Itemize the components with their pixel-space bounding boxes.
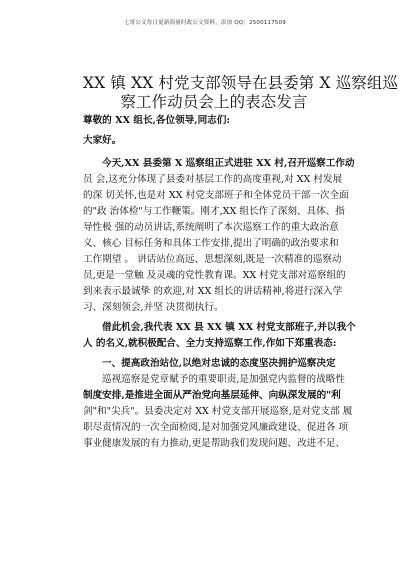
paragraph-statement [83,320,356,352]
paragraph-line: 义、核心 目标任务和具体工作安排,提出了明确的政治要求和 [83,238,339,249]
paragraph-line: 导性极 强的动员讲话,系统阐明了本次巡察工作的重大政治意 [83,222,339,233]
paragraph-line: 工作期望 。 讲话站位高远、思想深刻,既是一次精准的巡察动 [83,254,342,265]
header-note: 七哥公文每日更新海量时政公文资料，添加 QQ：2500117509 [123,20,286,26]
paragraph-opening [83,156,355,316]
paragraph-line: 的深 切关怀,也是对 XX 村党支部班子和全体党员干部一次全面 [83,190,349,201]
paragraph-line: 职尽责情况的一次全面检阅,是对加强党风廉政建设、促进各 项 [83,422,349,433]
paragraph-line: 剑"和"尖兵"。县委决定对 XX 村党支部开展巡察,是对党支部 履 [83,406,353,417]
paragraph-line: 借此机会,我代表 XX 县 XX 镇 XX 村党支部班子,并以我个 [102,322,356,333]
paragraph-line: 的"政 治体检"与工作鞭策。刚才,XX 组长作了深刻、具体、指 [83,206,345,217]
title-line-1: XX 镇 XX 村党支部领导在县委第 X 巡察组巡 [83,74,399,92]
paragraph-line: 到来表示最诚挚 的欢迎,对 XX 组长的讲话精神,将进行深入学 [83,286,343,297]
paragraph-line: 今天,XX 县委第 X 巡察组正式进驻 XX 村,召开巡察工作动 [102,158,355,169]
title-line-2: 察工作动员会上的表态发言 [120,93,308,111]
paragraph-line: 制度安排,是推进全面从严治党向基层延伸、向纵深发展的"利 [83,390,341,401]
paragraph-line: 事业健康发展的有力推动,更是帮助我们发现问题、改进不足、 [83,438,346,449]
paragraph-line: 巡视巡察是党章赋予的重要职责,是加强党内监督的战略性 [102,374,345,385]
paragraph-line: 人 的名义,就积极配合、全力支持巡察工作,作如下郑重表态: [83,338,337,349]
paragraph-line: 员 会,这充分体现了县委对基层工作的高度重视,对 XX 村发展 [83,174,343,185]
salutation-line-1: 尊敬的 XX 组长,各位领导,同志们: [83,115,230,126]
section-heading: 一、提高政治站位,以绝对忠诚的态度坚决拥护巡察决定 [102,358,336,369]
paragraph-line: 习、深刻领会,并坚 决贯彻执行。 [83,302,224,313]
paragraph-line: 员,更是一堂触 及灵魂的党性教育课。XX 村党支部对巡察组的 [83,270,346,281]
section-1 [83,356,353,452]
document-body [83,74,399,452]
salutation [83,113,345,149]
salutation-line-2: 大家好。 [83,135,122,146]
document-title [83,74,399,112]
